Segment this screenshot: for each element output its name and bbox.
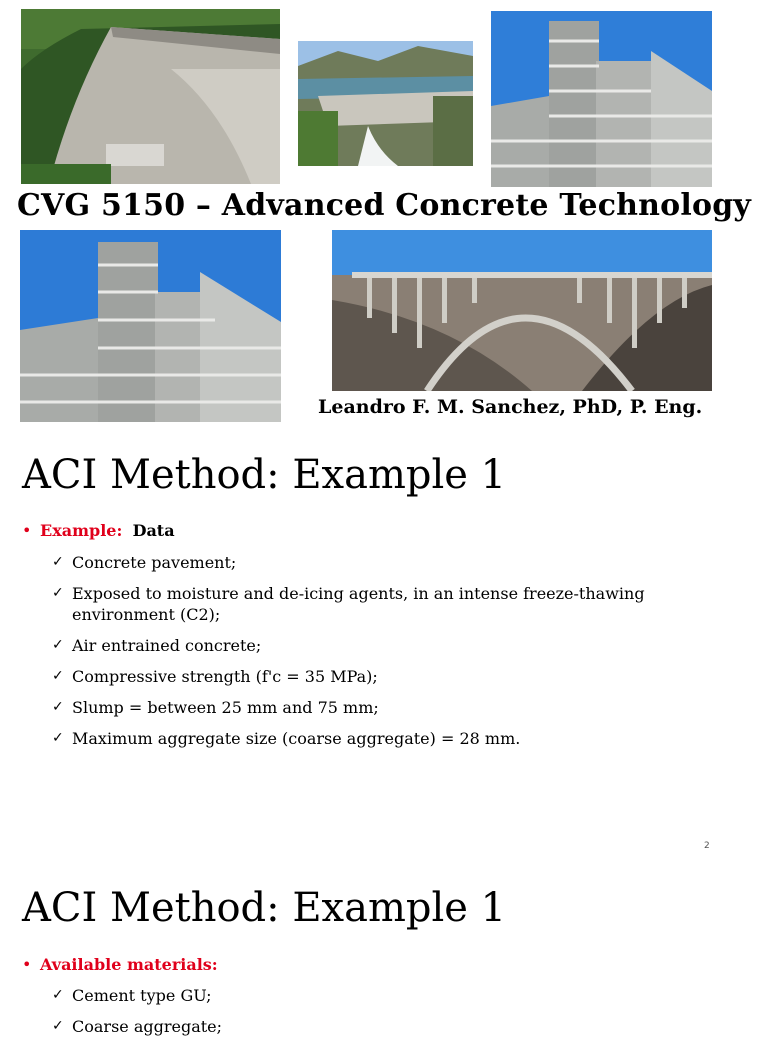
list-item — [52, 666, 645, 687]
list-item — [52, 1016, 222, 1037]
list-item-text: Maximum aggregate size (coarse aggregate) = 28 mm. — [72, 729, 521, 748]
list-item-text: Concrete pavement; — [72, 553, 237, 572]
list-item — [52, 728, 645, 749]
check-mark-icon: ✓ — [52, 668, 64, 684]
check-mark-icon: ✓ — [52, 585, 64, 601]
slide-title: ACI Method: Example 1 — [22, 885, 507, 931]
bullet-text: Data — [132, 521, 175, 540]
author-name: Leandro F. M. Sanchez, PhD, P. Eng. — [318, 396, 703, 418]
list-item-text: Exposed to moisture and de-icing agents, in an intense freeze-thawing — [72, 584, 645, 603]
data-list — [52, 552, 645, 759]
course-title: CVG 5150 – Advanced Concrete Technology — [16, 188, 752, 223]
list-item — [52, 552, 645, 573]
example-bullet — [22, 521, 175, 540]
bullet-label: Available materials: — [40, 955, 218, 974]
list-item-text: Cement type GU; — [72, 986, 212, 1005]
dam-valley-photo — [298, 41, 473, 166]
list-item — [52, 697, 645, 718]
materials-bullet — [22, 955, 218, 974]
check-mark-icon: ✓ — [52, 554, 64, 570]
check-mark-icon: ✓ — [52, 699, 64, 715]
check-mark-icon: ✓ — [52, 637, 64, 653]
bullet-dot-icon: • — [22, 521, 32, 540]
bullet-dot-icon: • — [22, 955, 32, 974]
materials-list — [52, 985, 222, 1047]
check-mark-icon: ✓ — [52, 987, 64, 1003]
check-mark-icon: ✓ — [52, 1018, 64, 1034]
list-item — [52, 635, 645, 656]
list-item-text: Slump = between 25 mm and 75 mm; — [72, 698, 379, 717]
slide-title: ACI Method: Example 1 — [22, 452, 507, 498]
check-mark-icon: ✓ — [52, 730, 64, 746]
list-item-text-continued: environment (C2); — [72, 605, 221, 624]
list-item — [52, 583, 645, 625]
arch-bridge-photo — [332, 230, 712, 391]
list-item-text: Coarse aggregate; — [72, 1017, 223, 1036]
list-item-text: Air entrained concrete; — [72, 636, 262, 655]
list-item-text: Compressive strength (f'c = 35 MPa); — [72, 667, 378, 686]
building-frame-photo-1 — [491, 11, 712, 187]
bullet-label: Example: — [40, 521, 123, 540]
dam-photo — [21, 9, 280, 184]
building-frame-photo-2 — [20, 230, 281, 422]
list-item — [52, 985, 222, 1006]
page-number: 2 — [704, 841, 710, 851]
